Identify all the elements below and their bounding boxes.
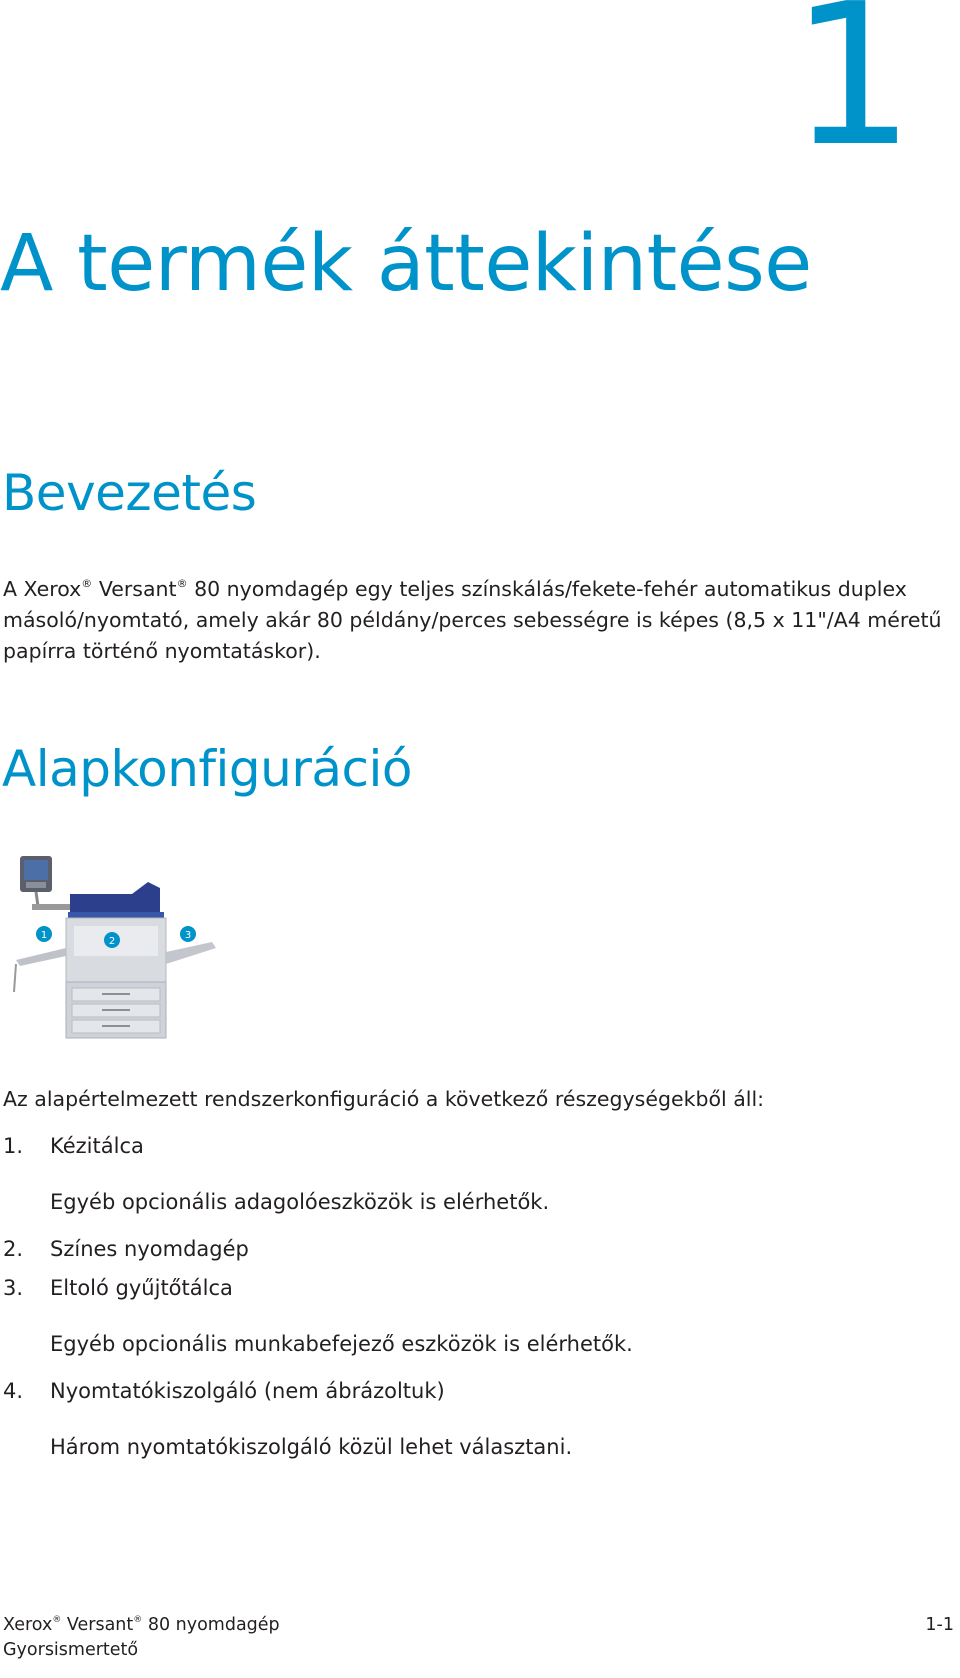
intro-text-brand: Versant [92, 577, 177, 601]
footer-product [3, 1613, 280, 1638]
intro-text-rest: 80 nyomdagép egy teljes színskálás/fekete-fehér automatikus duplex másoló/nyomtató, amely akár 80 példány/perces sebességre is képes (8,5 x 11"/A4 méretű papírra történő nyomtatáskor). [3, 577, 942, 663]
config-intro: Az alapértelmezett rendszerkonfiguráció a következő részegységekből áll: [3, 1087, 765, 1111]
registered-mark: ® [52, 1615, 62, 1625]
list-item-note: Egyéb opcionális munkabefejező eszközök is elérhetők. [50, 1332, 633, 1356]
footer [3, 1613, 280, 1663]
list-item-label: Kézitálca [50, 1134, 144, 1158]
page-number: 1-1 [925, 1615, 954, 1635]
chapter-title: A termék áttekintése [0, 219, 812, 309]
footer-brand: Xerox [3, 1615, 53, 1635]
list-item-number: 4. [3, 1379, 24, 1403]
registered-mark: ® [81, 577, 93, 590]
list-item-label: Nyomtatókiszolgáló (nem ábrázoltuk) [50, 1379, 445, 1403]
footer-brand: 80 nyomdagép [142, 1615, 280, 1635]
callout-number: 3 [184, 930, 192, 941]
chapter-number: 1 [790, 0, 915, 190]
printer-illustration [12, 852, 222, 1042]
registered-mark: ® [176, 577, 188, 590]
list-item-note: Három nyomtatókiszolgáló közül lehet választani. [50, 1435, 573, 1459]
section-heading-config: Alapkonfiguráció [2, 740, 413, 798]
list-item-label: Eltoló gyűjtőtálca [50, 1276, 233, 1300]
list-item-note: Egyéb opcionális adagolóeszközök is elérhetők. [50, 1190, 550, 1214]
list-item-number: 3. [3, 1276, 24, 1300]
list-item-number: 2. [3, 1237, 24, 1261]
footer-subtitle: Gyorsismertető [3, 1640, 139, 1660]
intro-paragraph [3, 574, 953, 667]
list-item-number: 1. [3, 1134, 24, 1158]
footer-brand: Versant [61, 1615, 134, 1635]
section-heading-intro: Bevezetés [2, 464, 257, 522]
callout-number: 2 [108, 936, 116, 947]
list-item-label: Színes nyomdagép [50, 1237, 249, 1261]
intro-text-start: A Xerox [3, 577, 82, 601]
registered-mark: ® [133, 1615, 143, 1625]
callout-number: 1 [40, 930, 48, 941]
